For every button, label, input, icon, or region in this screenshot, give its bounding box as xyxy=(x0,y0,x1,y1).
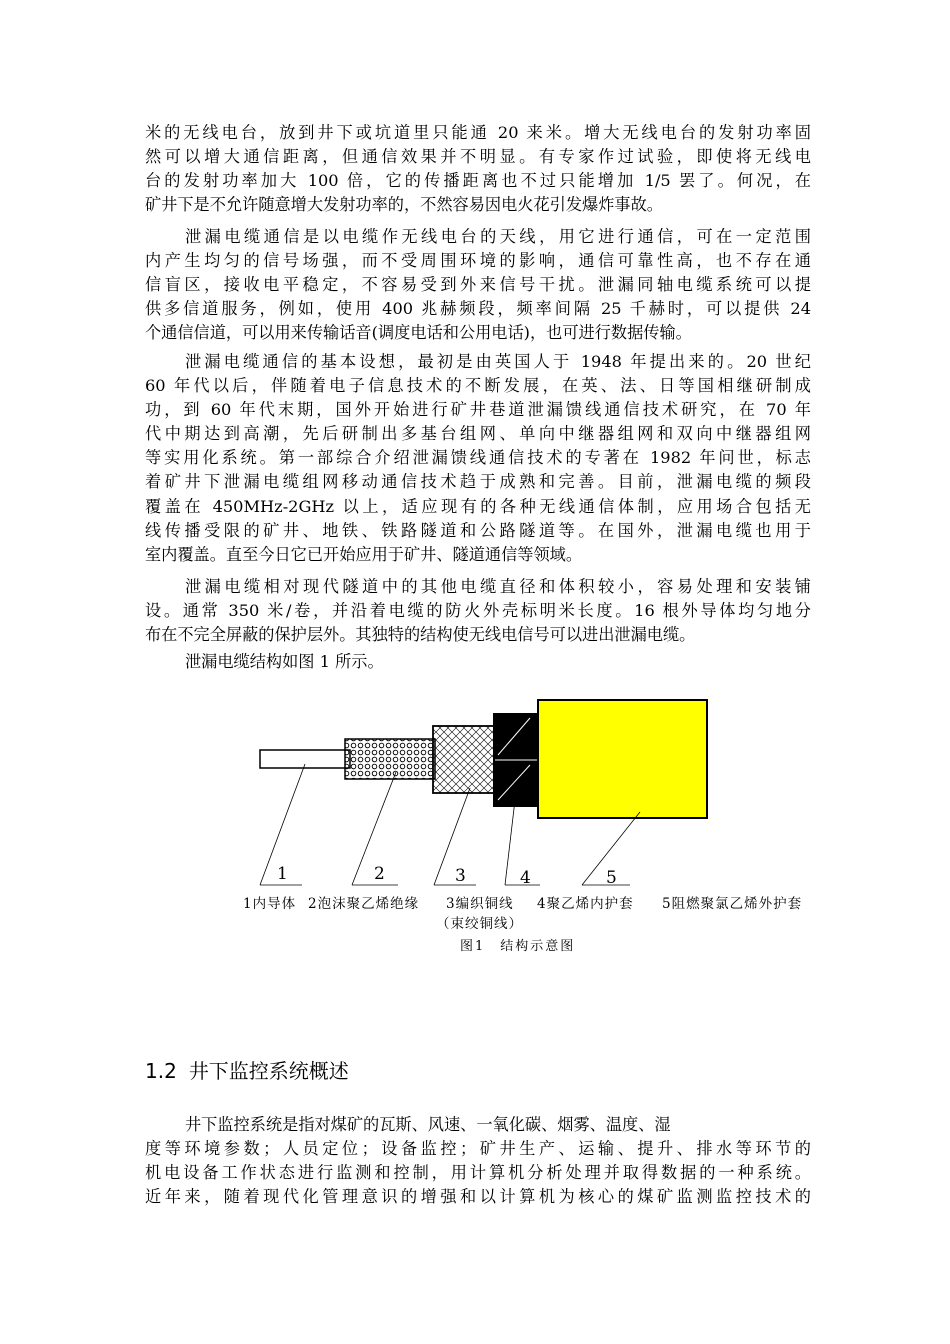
section-number: 1.2 xyxy=(145,1059,177,1083)
figure-label-inner-conductor: 1内导体 xyxy=(243,896,297,912)
paragraph-monitoring xyxy=(145,1113,811,1209)
text-line: 覆盖在 450MHz-2GHz 以上，适应现有的各种无线通信体制，应用场合包括无 xyxy=(145,496,811,516)
paragraph-structure xyxy=(145,575,811,647)
text-line: 供多信道服务，例如，使用 400 兆赫频段，频率间隔 25 千赫时，可以提供 24 xyxy=(145,299,811,319)
figure-label-foam-insulation: 2泡沫聚乙烯绝缘 xyxy=(308,896,420,912)
text-line: 线传播受限的矿井、地铁、铁路隧道和公路隧道等。在国外，泄漏电缆也用于 xyxy=(145,520,811,540)
figure-label-braided-copper: 3编织铜线 xyxy=(446,896,514,912)
paragraph-intro xyxy=(145,121,811,217)
text-line: 然可以增大通信距离，但通信效果并不明显。有专家作过试验，即使将无线电 xyxy=(145,147,811,167)
text-line: 矿井下是不允许随意增大发射功率的，不然容易因电火花引发爆炸事故。 xyxy=(145,195,663,215)
section-heading xyxy=(145,1055,349,1084)
figure-caption: 图1 结构示意图 xyxy=(460,939,576,954)
figure-number-2: 2 xyxy=(374,864,385,884)
text-line: 泄漏电缆通信是以电缆作无线电台的天线，用它进行通信，可在一定范围 xyxy=(185,227,811,246)
text-line: 泄漏电缆通信的基本设想，最初是由英国人于 1948 年提出来的。20 世纪 xyxy=(185,352,811,371)
section-title: 井下监控系统概述 xyxy=(188,1059,349,1083)
text-line: 个通信信道，可以用来传输话音(调度电话和公用电话)，也可进行数据传输。 xyxy=(145,323,692,343)
paragraph-figure-ref xyxy=(145,650,811,674)
text-line: 等实用化系统。第一部综合介绍泄漏馈线通信技术的专著在 1982 年问世，标志 xyxy=(145,448,811,468)
foam-insulation-shape xyxy=(345,739,435,779)
text-line: 机电设备工作状态进行监测和控制，用计算机分析处理并取得数据的一种系统。 xyxy=(145,1163,811,1183)
text-line: 台的发射功率加大 100 倍，它的传播距离也不过只能增加 1/5 罢了。何况，在 xyxy=(145,171,811,191)
text-line: 度等环境参数；人员定位；设备监控；矿井生产、运输、提升、排水等环节的 xyxy=(145,1139,811,1159)
text-line: 信盲区，接收电平稳定，不容易受到外来信号干扰。泄漏同轴电缆系统可以提 xyxy=(145,275,811,295)
inner-conductor-shape xyxy=(260,750,350,768)
figure-label-outer-jacket: 5阻燃聚氯乙烯外护套 xyxy=(662,896,803,912)
figure-number-3: 3 xyxy=(455,866,466,886)
text-line: 60 年代以后，伴随着电子信息技术的不断发展，在英、法、日等国相继研制成 xyxy=(145,376,811,396)
figure-number-5: 5 xyxy=(606,868,617,888)
inner-jacket-shape xyxy=(493,713,540,807)
figure-label-inner-jacket: 4聚乙烯内护套 xyxy=(537,896,634,912)
outer-jacket-shape xyxy=(538,700,707,818)
figure-number-4: 4 xyxy=(520,868,531,888)
figure-number-1: 1 xyxy=(277,864,288,884)
text-line: 代中期达到高潮，先后研制出多基台组网、单向中继器组网和双向中继器组网 xyxy=(145,424,811,444)
text-line: 泄漏电缆结构如图 1 所示。 xyxy=(185,652,384,671)
text-line: 布在不完全屏蔽的保护层外。其独特的结构使无线电信号可以进出泄漏电缆。 xyxy=(145,625,696,645)
text-line: 米的无线电台，放到井下或坑道里只能通 20 来米。增大无线电台的发射功率固 xyxy=(145,123,811,142)
text-line: 着矿井下泄漏电缆组网移动通信技术趋于成熟和完善。目前，泄漏电缆的频段 xyxy=(145,472,811,492)
text-line: 室内覆盖。直至今日它已开始应用于矿井、隧道通信等领域。 xyxy=(145,544,583,564)
text-line: 功，到 60 年代末期，国外开始进行矿井巷道泄漏馈线通信技术研究，在 70 年 xyxy=(145,400,811,420)
text-line: 近年来，随着现代化管理意识的增强和以计算机为核心的煤矿监测监控技术的 xyxy=(145,1187,811,1207)
paragraph-leaky-cable xyxy=(145,225,811,345)
text-line: 井下监控系统是指对煤矿的瓦斯、风速、一氧化碳、烟雾、温度、湿 xyxy=(185,1115,671,1134)
text-line: 内产生均匀的信号场强，而不受周围环境的影响，通信可靠性高，也不存在通 xyxy=(145,251,811,271)
braided-copper-shape xyxy=(433,726,495,793)
text-line: 设。通常 350 米/卷，并沿着电缆的防火外壳标明米长度。16 根外导体均匀地分 xyxy=(145,601,811,621)
paragraph-history xyxy=(145,350,811,567)
text-line: 泄漏电缆相对现代隧道中的其他电缆直径和体积较小，容易处理和安装铺 xyxy=(185,577,811,596)
figure-sublabel: （束绞铜线） xyxy=(436,916,523,932)
